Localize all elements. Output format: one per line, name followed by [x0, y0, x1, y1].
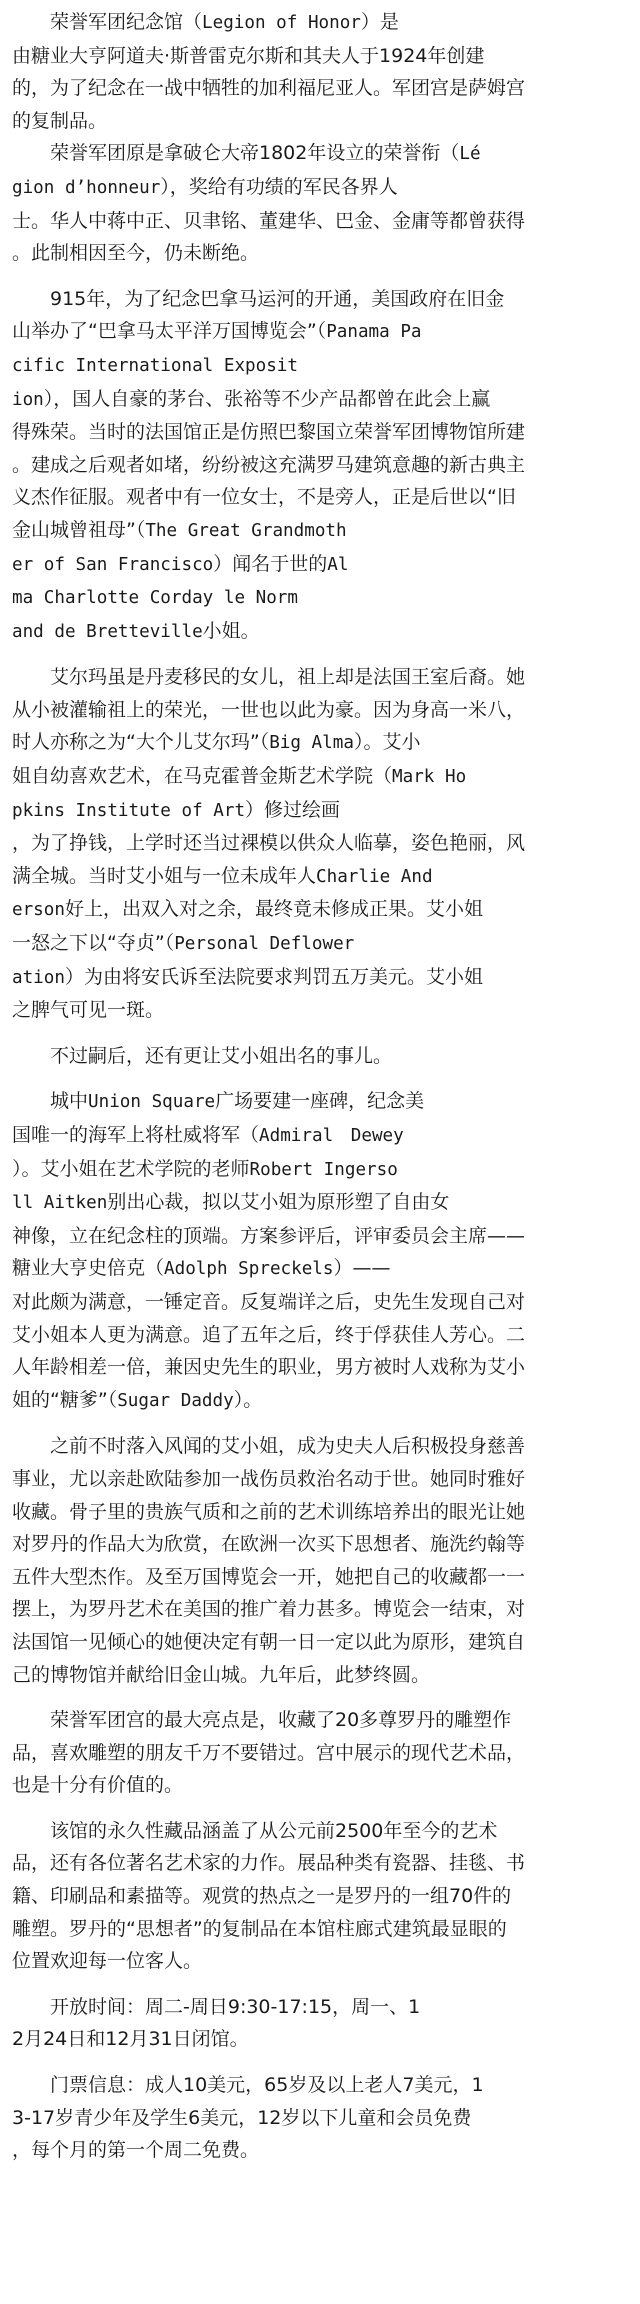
text-line: 荣誉军团纪念馆（Legion of Honor）是 — [12, 11, 399, 33]
text-line: 之前不时落入风闻的艾小姐，成为史夫人后积极投身慈善 — [12, 1435, 526, 1458]
text-line: 对此颇为满意，一锤定音。反复端详之后，史先生发现自己对 — [12, 1290, 526, 1313]
text-line: 由糖业大亨阿道夫·斯普雷克尔斯和其夫人于1924年创建 — [12, 44, 485, 67]
text-line: 神像，立在纪念柱的顶端。方案参评后，评审委员会主席—— — [12, 1224, 526, 1247]
text-line: 的，为了纪念在一战中牺牲的加利福尼亚人。军团宫是萨姆宫 — [12, 77, 526, 100]
text-line: 品，喜欢雕塑的朋友千万不要错过。宫中展示的现代艺术品， — [12, 1741, 526, 1764]
text-line: 品，还有各位著名艺术家的力作。展品种类有瓷器、挂毯、书 — [12, 1852, 526, 1875]
text-line: 。此制相因至今，仍未断绝。 — [12, 242, 260, 265]
text-line: 人年龄相差一倍，兼因史先生的职业，男方被时人戏称为艾小 — [12, 1356, 526, 1379]
paragraph — [12, 1991, 628, 2056]
text-line: er of San Francisco）闻名于世的Al — [12, 552, 349, 575]
text-line: 收藏。骨子里的贵族气质和之前的艺术训练培养出的眼光让她 — [12, 1500, 526, 1523]
text-line: 不过嗣后，还有更让艾小姐出名的事儿。 — [12, 1044, 393, 1067]
text-line: 该馆的永久性藏品涵盖了从公元前2500年至今的艺术 — [12, 1819, 498, 1842]
text-line: ，每个月的第一个周二免费。 — [12, 2139, 260, 2162]
text-line: 915年，为了纪念巴拿马运河的开通，美国政府在旧金 — [12, 287, 505, 310]
text-line: 雕塑。罗丹的“思想者”的复制品在本馆柱廊式建筑最显眼的 — [12, 1917, 507, 1940]
text-line: 金山城曾祖母”（The Great Grandmoth — [12, 518, 347, 541]
text-line: 3-17岁青少年及学生6美元，12岁以下儿童和会员免费 — [12, 2106, 472, 2129]
text-line: ll Aitken别出心裁，拟以艾小姐为原形塑了自由女 — [12, 1191, 450, 1214]
text-line: 门票信息：成人10美元，65岁及以上老人7美元，1 — [12, 2074, 484, 2097]
text-line: 事业，尤以亲赴欧陆参加一战伤员救治名动于世。她同时雅好 — [12, 1467, 526, 1490]
text-line: 姐的“糖爹”（Sugar Daddy）。 — [12, 1388, 263, 1411]
text-line: cific International Exposit — [12, 355, 298, 376]
text-line: 艾尔玛虽是丹麦移民的女儿，祖上却是法国王室后裔。她 — [12, 666, 526, 689]
text-line: 从小被灌输祖上的荣光，一世也以此为豪。因为身高一米八， — [12, 698, 526, 721]
text-line: and de Bretteville小姐。 — [12, 619, 260, 642]
text-line: 时人亦称之为“大个儿艾尔玛”（Big Alma）。艾小 — [12, 731, 421, 754]
text-line: ）。艾小姐在艺术学院的老师Robert Ingerso — [12, 1157, 398, 1180]
text-line: 也是十分有价值的。 — [12, 1774, 184, 1797]
text-line: 位置欢迎每一位客人。 — [12, 1950, 203, 1973]
text-line: 摆上，为罗丹艺术在美国的推广着力甚多。博览会一结束，对 — [12, 1598, 526, 1621]
text-line: ion），国人自豪的茅台、张裕等不少产品都曾在此会上赢 — [12, 387, 491, 410]
paragraph — [12, 1040, 628, 1073]
text-line: erson好上，出双入对之余，最终竟未修成正果。艾小姐 — [12, 898, 483, 921]
text-line: 对罗丹的作品大为欣赏，在欧洲一次买下思想者、施洗约翰等 — [12, 1533, 526, 1556]
text-line: 荣誉军团宫的最大亮点是，收藏了20多尊罗丹的雕塑作 — [12, 1709, 512, 1732]
text-line: gion d’honneur），奖给有功绩的军民各界人 — [12, 175, 398, 198]
paragraph — [12, 661, 628, 1027]
text-line: 法国馆一见倾心的她便决定有朝一日一定以此为原形，建筑自 — [12, 1630, 526, 1653]
paragraph — [12, 1430, 628, 1691]
text-line: 得殊荣。当时的法国馆正是仿照巴黎国立荣誉军团博物馆所建 — [12, 421, 526, 444]
text-line: 开放时间：周二-周日9:30-17:15，周一、1 — [12, 1995, 421, 2018]
paragraph — [12, 6, 628, 270]
text-line: 城中Union Square广场要建一座碑，纪念美 — [12, 1090, 425, 1113]
text-line: 荣誉军团原是拿破仑大帝1802年设立的荣誉衔（Lé — [12, 142, 481, 165]
paragraph — [12, 283, 628, 649]
text-line: 的复制品。 — [12, 109, 108, 132]
text-line: ation）为由将安氏诉至法院要求判罚五万美元。艾小姐 — [12, 965, 483, 988]
text-line: 满全城。当时艾小姐与一位未成年人Charlie And — [12, 864, 433, 887]
text-line: 之脾气可见一斑。 — [12, 999, 165, 1022]
text-line: pkins Institute of Art）修过绘画 — [12, 798, 341, 821]
text-line: 2月24日和12月31日闭馆。 — [12, 2028, 249, 2051]
text-line: 士。华人中蒋中正、贝聿铭、董建华、巴金、金庸等都曾获得 — [12, 209, 526, 232]
paragraph — [12, 1815, 628, 1978]
text-line: 己的博物馆并献给旧金山城。九年后，此梦终圆。 — [12, 1663, 431, 1686]
text-line: 义杰作征服。观者中有一位女士，不是旁人，正是后世以“旧 — [12, 486, 516, 509]
text-line: ，为了挣钱，上学时还当过裸模以供众人临摹，姿色艳丽，风 — [12, 832, 526, 855]
text-line: 艾小姐本人更为满意。追了五年之后，终于俘获佳人芳心。二 — [12, 1323, 526, 1346]
text-line: 五件大型杰作。及至万国博览会一开，她把自己的收藏都一一 — [12, 1565, 526, 1588]
text-line: ma Charlotte Corday le Norm — [12, 588, 298, 609]
text-line: 糖业大亨史倍克（Adolph Spreckels）—— — [12, 1257, 391, 1280]
paragraph — [12, 1704, 628, 1802]
text-line: 国唯一的海军上将杜威将军（Admiral Dewey — [12, 1124, 404, 1146]
paragraph — [12, 2069, 628, 2167]
text-line: 。建成之后观者如堵，纷纷被这充满罗马建筑意趣的新古典主 — [12, 453, 526, 476]
text-line: 籍、印刷品和素描等。观赏的热点之一是罗丹的一组70件的 — [12, 1885, 512, 1908]
text-line: 一怒之下以“夺贞”（Personal Deflower — [12, 932, 355, 955]
text-line: 山举办了“巴拿马太平洋万国博览会”（Panama Pa — [12, 320, 422, 343]
text-line: 姐自幼喜欢艺术，在马克霍普金斯艺术学院（Mark Ho — [12, 765, 467, 788]
paragraph — [12, 1085, 628, 1417]
